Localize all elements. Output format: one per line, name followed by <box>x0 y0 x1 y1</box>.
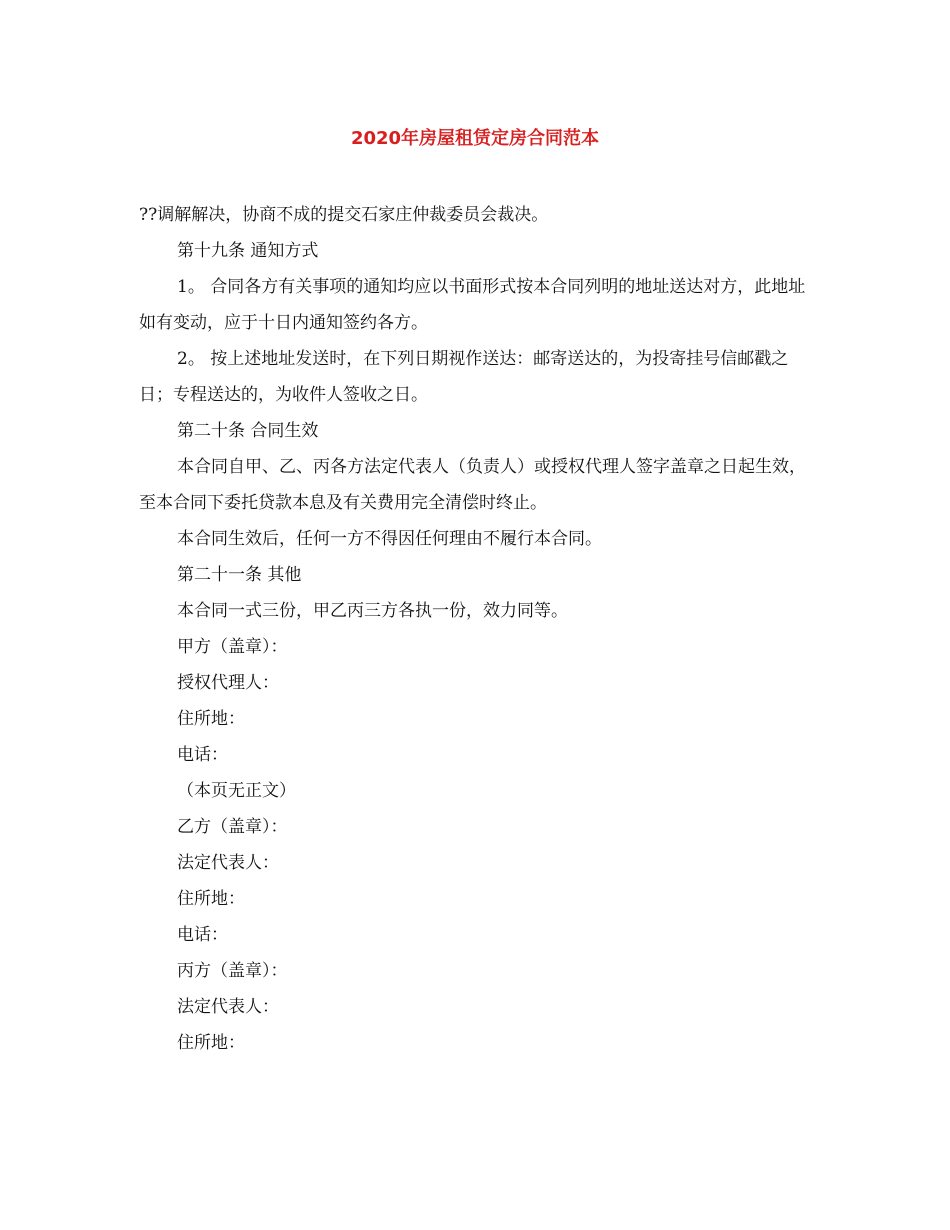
paragraph-notice-1: 1。 合同各方有关事项的通知均应以书面形式按本合同列明的地址送达对方，此地址如有变动，应于十日内通知签约各方。 <box>139 277 806 333</box>
article-heading-20: 第二十条 合同生效 <box>177 421 319 441</box>
party-c-seal: 丙方（盖章）： <box>177 961 288 981</box>
party-c-address: 住所地： <box>177 1033 245 1053</box>
party-a-phone: 电话： <box>177 745 228 765</box>
document-body <box>139 197 819 1061</box>
paragraph-notice-2: 2。 按上述地址发送时，在下列日期视作送达：邮寄送达的，为投寄挂号信邮戳之日；专程送达的，为收件人签收之日。 <box>139 349 789 405</box>
paragraph-continuation: ??调解解决，协商不成的提交石家庄仲裁委员会裁决。 <box>139 205 549 225</box>
paragraph-copies: 本合同一式三份，甲乙丙三方各执一份，效力同等。 <box>177 601 568 621</box>
article-heading-21: 第二十一条 其他 <box>177 565 302 585</box>
no-text-note: （本页无正文） <box>177 781 296 801</box>
party-b-phone: 电话： <box>177 925 228 945</box>
paragraph-binding: 本合同生效后，任何一方不得因任何理由不履行本合同。 <box>177 529 602 549</box>
party-c-representative: 法定代表人： <box>177 997 279 1017</box>
party-b-representative: 法定代表人： <box>177 853 279 873</box>
party-b-seal: 乙方（盖章）： <box>177 817 288 837</box>
document-title: 2020年房屋租赁定房合同范本 <box>350 128 600 149</box>
party-b-address: 住所地： <box>177 889 245 909</box>
party-a-seal: 甲方（盖章）： <box>177 637 288 657</box>
party-a-agent: 授权代理人： <box>177 673 279 693</box>
article-heading-19: 第十九条 通知方式 <box>177 241 319 261</box>
party-a-address: 住所地： <box>177 709 245 729</box>
paragraph-effective: 本合同自甲、乙、丙各方法定代表人（负责人）或授权代理人签字盖章之日起生效，至本合同下委托贷款本息及有关费用完全清偿时终止。 <box>139 457 806 513</box>
